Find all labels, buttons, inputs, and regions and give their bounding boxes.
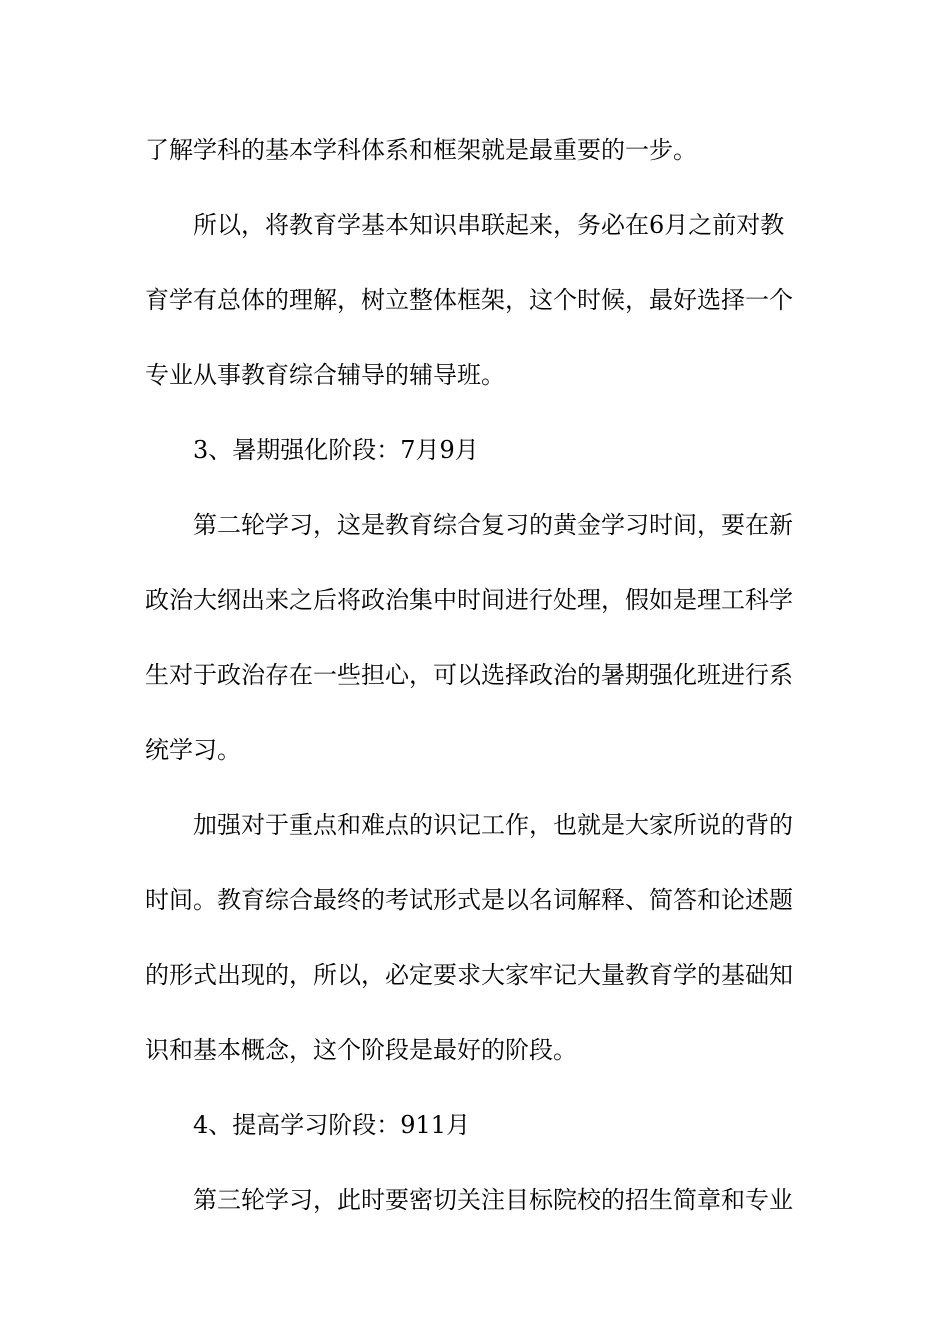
paragraph-line-6: 第二轮学习，这是教育综合复习的黄金学习时间，要在新 [193, 511, 793, 539]
paragraph-line-15: 第三轮学习，此时要密切关注目标院校的招生简章和专业 [193, 1186, 793, 1214]
document-body [145, 126, 815, 1251]
paragraph-line-13: 识和基本概念，这个阶段是最好的阶段。 [145, 1036, 577, 1064]
paragraph-line-10: 加强对于重点和难点的识记工作，也就是大家所说的背的 [193, 811, 793, 839]
paragraph-line-11: 时间。教育综合最终的考试形式是以名词解释、简答和论述题 [145, 886, 793, 914]
paragraph-line-4: 专业从事教育综合辅导的辅导班。 [145, 361, 505, 389]
section-heading-3: 3、暑期强化阶段：7月9月 [193, 436, 479, 464]
paragraph-line-9: 统学习。 [145, 736, 241, 764]
paragraph-line-3: 育学有总体的理解，树立整体框架，这个时候，最好选择一个 [145, 286, 793, 314]
section-heading-4: 4、提高学习阶段：911月 [193, 1111, 471, 1139]
paragraph-line-1: 了解学科的基本学科体系和框架就是最重要的一步。 [145, 136, 697, 164]
paragraph-line-7: 政治大纲出来之后将政治集中时间进行处理，假如是理工科学 [145, 586, 793, 614]
paragraph-line-8: 生对于政治存在一些担心，可以选择政治的暑期强化班进行系 [145, 661, 793, 689]
paragraph-line-12: 的形式出现的，所以，必定要求大家牢记大量教育学的基础知 [145, 961, 793, 989]
paragraph-line-2: 所以，将教育学基本知识串联起来，务必在6月之前对教 [193, 211, 785, 239]
